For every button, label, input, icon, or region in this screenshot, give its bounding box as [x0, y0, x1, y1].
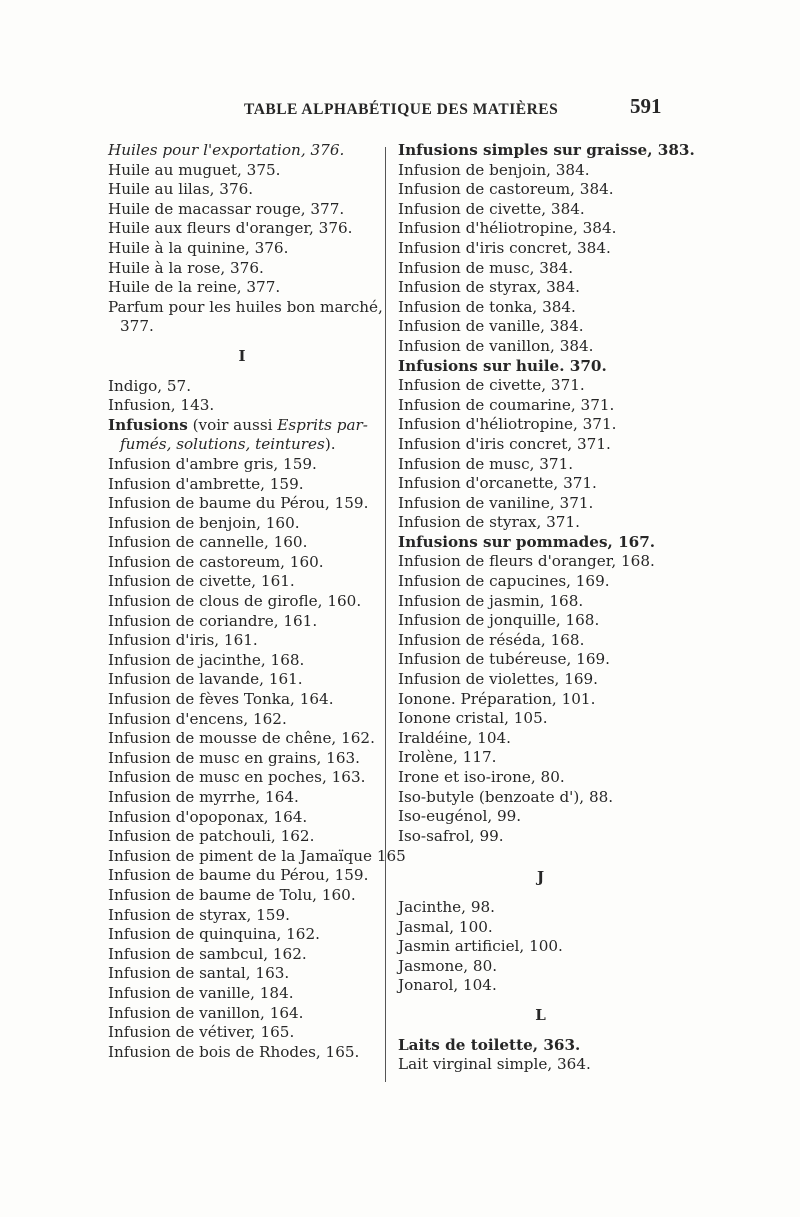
ionone-entries-list — [398, 690, 683, 847]
index-entry: Infusion de bois de Rhodes, 165. — [108, 1042, 360, 1061]
index-entry: Infusion de civette, 384. — [398, 199, 585, 218]
index-entry: Infusion de musc, 371. — [398, 454, 574, 473]
index-entry: Infusion d'opoponax, 164. — [108, 807, 308, 826]
index-entry: Infusion d'héliotropine, 371. — [398, 415, 617, 434]
index-entry: Huile au lilas, 376. — [108, 180, 254, 199]
index-entry: Infusion d'orcanette, 371. — [398, 474, 597, 493]
index-entry: Infusion de vanille, 184. — [108, 983, 294, 1002]
index-entry: Infusion de jonquille, 168. — [398, 611, 600, 630]
index-heading: Infusions sur huile. 370. — [398, 356, 607, 375]
index-entry: Infusion de benjoin, 160. — [108, 513, 300, 532]
index-entry: Infusion de piment de la Jamaïque 165 — [108, 846, 406, 865]
column-divider — [385, 147, 386, 1082]
section-letter-l: L — [535, 1005, 546, 1024]
section-letter-i: I — [238, 346, 246, 365]
index-entry: Jasmone, 80. — [398, 956, 498, 975]
index-entry: Infusion de styrax, 159. — [108, 905, 290, 924]
index-entry: Infusion de violettes, 169. — [398, 670, 599, 689]
index-entry: Jasmal, 100. — [398, 917, 493, 936]
index-heading: Infusions simples sur graisse, 383. — [398, 141, 695, 159]
index-entry: Infusion d'ambre gris, 159. — [108, 454, 317, 473]
index-entry: Jacinthe, 98. — [398, 897, 495, 916]
index-entry-infusions — [108, 416, 376, 436]
index-entry: Infusion d'iris concret, 384. — [398, 238, 611, 257]
see-also-suffix: ). — [324, 435, 336, 454]
see-also-italic: fumés, solutions, teintures — [120, 435, 325, 454]
index-entry: Infusion de musc en grains, 163. — [108, 748, 360, 767]
index-entry: Iso-butyle (benzoate d'), 88. — [398, 787, 614, 806]
index-entry: Infusion de sambcul, 162. — [108, 944, 307, 963]
index-entry-continuation: 377. — [120, 317, 154, 336]
index-entry: Infusion de baume de Tolu, 160. — [108, 885, 356, 904]
index-entry: Infusion de castoreum, 384. — [398, 180, 614, 199]
index-entry: Irolène, 117. — [398, 748, 497, 767]
index-entry: Infusion de jacinthe, 168. — [108, 650, 305, 669]
index-entry: Infusion de clous de girofle, 160. — [108, 592, 362, 611]
index-heading: Infusions — [108, 415, 188, 434]
index-entry: Infusion de baume du Pérou, 159. — [108, 866, 369, 885]
index-entry: Infusion, 143. — [108, 396, 215, 415]
index-entry: Infusion de fleurs d'oranger, 168. — [398, 552, 655, 571]
running-head: TABLE ALPHABÉTIQUE DES MATIÈRES — [244, 101, 559, 118]
index-entry: Indigo, 57. — [108, 376, 192, 395]
index-entry: Iso-eugénol, 99. — [398, 807, 522, 826]
right-column — [398, 141, 695, 1075]
index-entry: Infusion de lavande, 161. — [108, 670, 303, 689]
index-entry: Huiles pour l'exportation, 376. — [108, 141, 345, 159]
index-entry: Infusion de vaniline, 371. — [398, 493, 594, 512]
index-entry: Jonarol, 104. — [398, 976, 497, 995]
index-entry: Infusion de castoreum, 160. — [108, 552, 324, 571]
index-entry: Infusion de coriandre, 161. — [108, 611, 318, 630]
index-entry: Infusion d'ambrette, 159. — [108, 474, 304, 493]
index-entry: Infusion d'iris, 161. — [108, 631, 258, 650]
index-entry: Infusion de capucines, 169. — [398, 572, 610, 591]
index-entry: Infusion de fèves Tonka, 164. — [108, 690, 334, 709]
index-entry: Irone et iso-irone, 80. — [398, 768, 565, 786]
index-entry: Infusion de vanille, 384. — [398, 317, 584, 336]
index-entry: Ionone cristal, 105. — [398, 709, 548, 728]
index-entry: Ionone. Préparation, 101. — [398, 689, 596, 708]
index-entry: Huile de la reine, 377. — [108, 278, 281, 297]
index-entry: Infusion de santal, 163. — [108, 964, 290, 983]
index-entry: Infusion de coumarine, 371. — [398, 395, 615, 414]
index-entry: Infusion de myrrhe, 164. — [108, 788, 299, 806]
page-number: 591 — [630, 94, 662, 118]
index-entry: Iso-safrol, 99. — [398, 826, 504, 845]
graisse-entries-list — [398, 161, 683, 357]
index-entry: Infusion de baume du Pérou, 159. — [108, 494, 369, 513]
see-also-prefix: (voir aussi — [187, 415, 278, 434]
section-letter-j: J — [536, 868, 545, 887]
index-entry: Huile à la rose, 376. — [108, 258, 264, 277]
index-entry: Infusion d'encens, 162. — [108, 709, 287, 728]
index-entry: Infusion de tubéreuse, 169. — [398, 650, 611, 669]
pommades-entries-list — [398, 552, 683, 689]
index-entry: Infusion de vanillon, 164. — [108, 1003, 304, 1022]
j-entries-list — [398, 898, 683, 996]
index-entry: Infusion de jasmin, 168. — [398, 591, 584, 610]
index-heading: Infusions sur pommades, 167. — [398, 532, 656, 551]
index-heading: Laits de toilette, 363. — [398, 1035, 581, 1054]
index-entry: Iraldéine, 104. — [398, 728, 511, 747]
l-entries-list — [398, 1055, 683, 1075]
index-entry: Infusion de musc en poches, 163. — [108, 768, 366, 787]
index-entry: Parfum pour les huiles bon marché, — [108, 297, 383, 316]
index-entry: Infusion d'iris concret, 371. — [398, 434, 611, 453]
index-entry: Infusion de musc, 384. — [398, 258, 574, 277]
index-entry-continuation — [108, 435, 376, 455]
index-entry: Infusion de tonka, 384. — [398, 297, 576, 316]
index-entry: Huile au muguet, 375. — [108, 160, 281, 179]
infusion-entries-list — [108, 454, 406, 1062]
index-entry: Infusion de vanillon, 384. — [398, 336, 594, 355]
index-entry: Infusion de styrax, 384. — [398, 278, 580, 297]
index-entry: Infusion de mousse de chêne, 162. — [108, 729, 375, 748]
index-entry: Infusion de civette, 371. — [398, 376, 585, 395]
index-entry: Infusion de patchouli, 162. — [108, 827, 315, 846]
left-column — [108, 141, 406, 1062]
index-entry: Jasmin artificiel, 100. — [398, 937, 563, 956]
see-also-italic: Esprits par- — [277, 415, 368, 434]
index-entry: Infusion de cannelle, 160. — [108, 533, 308, 552]
index-entry: Infusion de civette, 161. — [108, 572, 295, 591]
index-entry: Infusion de styrax, 371. — [398, 513, 580, 532]
index-entry: Infusion d'héliotropine, 384. — [398, 219, 617, 238]
index-entry: Huile aux fleurs d'oranger, 376. — [108, 219, 353, 238]
index-entry: Lait virginal simple, 364. — [398, 1055, 591, 1074]
index-entry: Infusion de benjoin, 384. — [398, 160, 590, 179]
huile-entries-list — [398, 376, 683, 533]
index-entry: Infusion de quinquina, 162. — [108, 925, 320, 944]
index-entry: Infusion de réséda, 168. — [398, 630, 585, 649]
index-entry: Infusion de vétiver, 165. — [108, 1023, 295, 1042]
index-entry: Huile de macassar rouge, 377. — [108, 199, 345, 218]
index-entry: Huile à la quinine, 376. — [108, 238, 289, 257]
